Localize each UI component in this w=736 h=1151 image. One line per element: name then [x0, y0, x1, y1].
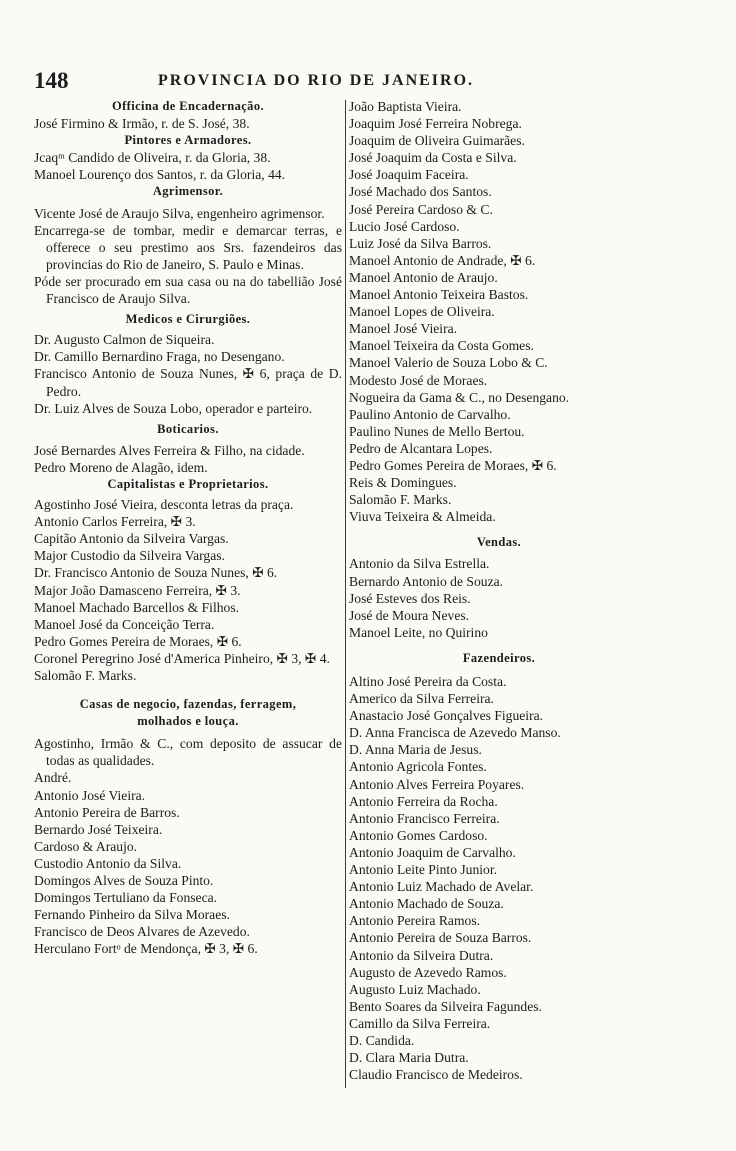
list-item: José Machado dos Santos. — [349, 184, 492, 200]
list-item: Altino José Pereira da Costa. — [349, 674, 507, 689]
list-item: Antonio Pereira de Souza Barros. — [349, 930, 532, 946]
list-item: Salomão F. Marks. — [349, 492, 452, 508]
list-item: Antonio Agricola Fontes. — [349, 759, 487, 775]
list-item: Antonio José Vieira. — [34, 787, 146, 803]
list-item: Major Custodio da Silveira Vargas. — [34, 548, 225, 564]
list-item: Antonio Pereira Ramos. — [349, 913, 481, 929]
list-item: Custodio Antonio da Silva. — [34, 855, 182, 871]
list-item: D. Anna Maria de Jesus. — [349, 742, 482, 758]
list-item: Anastacio José Gonçalves Figueira. — [349, 708, 544, 724]
list-item: Dr. Francisco Antonio de Souza Nunes, ✠ 6. — [34, 565, 278, 581]
page-title: PROVINCIA DO RIO DE JANEIRO. — [158, 72, 475, 89]
list-item: Pedro Gomes Pereira de Moraes, ✠ 6. — [349, 457, 557, 473]
section-heading-vendas: Vendas. — [476, 535, 522, 550]
list-item: José Esteves dos Reis. — [349, 590, 471, 606]
list-item: Herculano Fortᵒ de Mendonça, ✠ 3, ✠ 6. — [34, 941, 258, 957]
section-heading-capitalistas: Capitalistas e Proprietarios. — [107, 476, 269, 491]
list-item: Viuva Teixeira & Almeida. — [349, 509, 496, 525]
section-heading-pintores: Pintores e Armadores. — [124, 133, 252, 148]
list-item: Capitão Antonio da Silveira Vargas. — [34, 531, 229, 547]
list-item: Paulino Antonio de Carvalho. — [349, 406, 511, 422]
list-item: Manoel Lourenço dos Santos, r. da Gloria, 44. — [34, 167, 286, 183]
list-item: Modesto José de Moraes. — [349, 372, 488, 388]
list-item: Manoel Antonio Teixeira Bastos. — [349, 287, 529, 303]
list-item: Domingos Alves de Souza Pinto. — [34, 873, 214, 889]
list-item: Paulino Nunes de Mello Bertou. — [349, 423, 525, 439]
right-column — [349, 98, 649, 1083]
list-item: Antonio Gomes Cardoso. — [349, 827, 488, 843]
list-item: Manoel Lopes de Oliveira. — [349, 304, 495, 320]
list-item: Francisco Antonio de Souza Nunes, ✠ 6, praça de D. Pedro. — [34, 366, 342, 399]
section-heading-agrimensor: Agrimensor. — [152, 184, 224, 199]
list-item: José Bernardes Alves Ferreira & Filho, na cidade. — [34, 442, 305, 458]
list-item: Póde ser procurado em sua casa ou na do tabellião José Francisco de Araujo Silva. — [34, 273, 342, 307]
list-item: José Pereira Cardoso & C. — [349, 201, 493, 217]
list-item: Manoel Leite, no Quirino — [349, 624, 488, 640]
left-column — [34, 98, 342, 958]
list-item: Nogueira da Gama & C., no Desengano. — [349, 389, 570, 405]
list-item: Reis & Domingues. — [349, 475, 457, 491]
list-item: Bernardo José Teixeira. — [34, 821, 163, 837]
list-item: Dr. Camillo Bernardino Fraga, no Desengano. — [34, 349, 285, 365]
section-heading-encadernacao: Officina de Encadernação. — [111, 99, 264, 113]
list-item: José Firmino & Irmão, r. de S. José, 38. — [34, 116, 250, 132]
page-header — [34, 68, 684, 98]
list-item: Pedro Gomes Pereira de Moraes, ✠ 6. — [34, 633, 242, 649]
list-item: Manoel Teixeira da Costa Gomes. — [349, 338, 534, 354]
list-item: Dr. Augusto Calmon de Siqueira. — [34, 332, 215, 348]
list-item: Antonio Joaquim de Carvalho. — [349, 844, 516, 860]
list-item: Augusto de Azevedo Ramos. — [349, 964, 507, 980]
list-item: Antonio Alves Ferreira Poyares. — [349, 776, 525, 792]
list-item: Joaquim de Oliveira Guimarães. — [349, 133, 525, 149]
list-item: Antonio Ferreira da Rocha. — [349, 793, 498, 809]
list-item: Dr. Luiz Alves de Souza Lobo, operador e parteiro. — [34, 400, 313, 416]
list-item: D. Clara Maria Dutra. — [349, 1050, 469, 1066]
page-number: 148 — [34, 68, 69, 93]
list-item: Pedro Moreno de Alagão, idem. — [34, 459, 208, 475]
list-item: Manoel Valerio de Souza Lobo & C. — [349, 355, 548, 371]
list-item: José de Moura Neves. — [349, 607, 470, 623]
list-item: Bernardo Antonio de Souza. — [349, 573, 504, 589]
list-item: Manoel José Vieira. — [349, 321, 458, 337]
list-item: Antonio da Silveira Dutra. — [349, 947, 494, 963]
list-item: Bento Soares da Silveira Fagundes. — [349, 998, 542, 1014]
list-item: Francisco de Deos Alvares de Azevedo. — [34, 924, 250, 940]
list-item: Americo da Silva Ferreira. — [349, 691, 494, 707]
list-item: Joaquim José Ferreira Nobrega. — [349, 116, 522, 132]
list-item: Manoel Machado Barcellos & Filhos. — [34, 599, 240, 615]
list-item: Antonio Luiz Machado de Avelar. — [349, 879, 534, 895]
list-item: Cardoso & Araujo. — [34, 838, 138, 854]
list-item: Coronel Peregrino José d'America Pinheiro, ✠ 3, ✠ 4. — [34, 650, 330, 666]
list-item: Agostinho José Vieira, desconta letras da praça. — [34, 497, 294, 513]
list-item: Antonio Carlos Ferreira, ✠ 3. — [34, 514, 196, 530]
list-item: Augusto Luiz Machado. — [349, 981, 481, 997]
section-heading-casas: Casas de negocio, fazendas, ferragem, — [79, 697, 297, 712]
list-item: José Joaquim Faceira. — [349, 167, 469, 183]
list-item: Antonio Machado de Souza. — [349, 896, 504, 912]
list-item: Manoel Antonio de Andrade, ✠ 6. — [349, 252, 536, 268]
list-item: Camillo da Silva Ferreira. — [349, 1015, 491, 1031]
section-heading-fazendeiros: Fazendeiros. — [462, 650, 536, 665]
list-item: Domingos Tertuliano da Fonseca. — [34, 890, 218, 906]
list-item: Encarrega-se de tombar, medir e demarcar terras, e offerece o seu prestimo aos Srs. fazendeiros das provincias do Rio de Janeiro, S. Paulo e Minas. — [34, 222, 342, 272]
list-item: Jcaqᵐ Candido de Oliveira, r. da Gloria, 38. — [34, 150, 271, 166]
column-divider — [345, 100, 346, 1088]
list-item: D. Candida. — [349, 1032, 415, 1048]
list-item: Agostinho, Irmão & C., com deposito de assucar de todas as qualidades. — [34, 736, 342, 769]
list-item: Manoel José da Conceição Terra. — [34, 616, 215, 632]
list-item: Antonio da Silva Estrella. — [349, 556, 490, 572]
list-item: Pedro de Alcantara Lopes. — [349, 440, 493, 456]
list-item: Antonio Leite Pinto Junior. — [349, 862, 498, 878]
list-item: Manoel Antonio de Araujo. — [349, 269, 498, 285]
list-item: Vicente José de Araujo Silva, engenheiro agrimensor. — [34, 205, 325, 221]
list-item: Claudio Francisco de Medeiros. — [349, 1067, 523, 1083]
list-item: Salomão F. Marks. — [34, 668, 137, 683]
list-item: Fernando Pinheiro da Silva Moraes. — [34, 907, 230, 923]
section-heading-boticarios: Boticarios. — [157, 421, 219, 436]
list-item: Luiz José da Silva Barros. — [349, 235, 492, 251]
list-item: Antonio Francisco Ferreira. — [349, 810, 500, 826]
section-heading-medicos: Medicos e Cirurgiões. — [125, 312, 251, 327]
list-item: José Joaquim da Costa e Silva. — [349, 150, 517, 166]
list-item: João Baptista Vieira. — [349, 99, 462, 114]
list-item: Lucio José Cardoso. — [349, 218, 460, 234]
list-item: D. Anna Francisca de Azevedo Manso. — [349, 725, 561, 741]
list-item: Major João Damasceno Ferreira, ✠ 3. — [34, 582, 241, 598]
list-item: Antonio Pereira de Barros. — [34, 804, 180, 820]
section-heading-casas-line2: molhados e louça. — [137, 714, 239, 729]
list-item: André. — [34, 770, 72, 786]
